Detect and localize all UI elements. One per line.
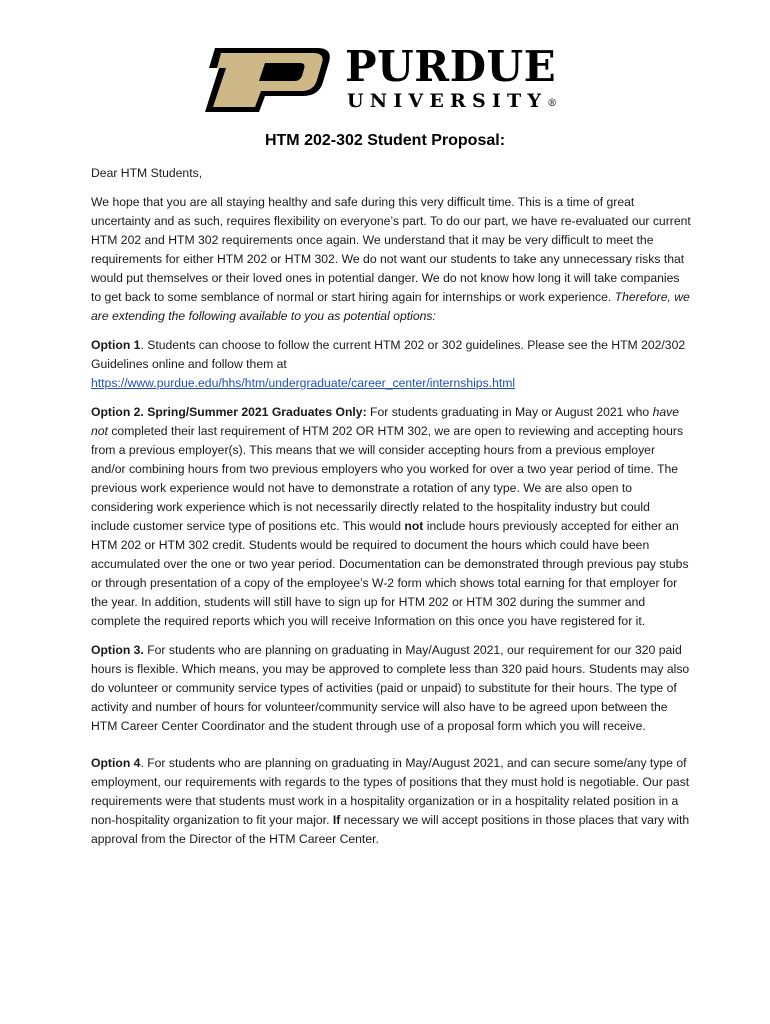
option-2-text-1: For students graduating in May or August 2021 who	[366, 405, 653, 419]
option-3-text: For students who are planning on graduating in May/August 2021, our requirement for our 320 paid hours is flexible. Which means, you may be approved to complete less than 320 paid hours. Students may also do volunteer or community service types of activities (paid or unpaid) to substitute for their hours. The type of activity and number of hours for volunteer/community service will also have to be agreed upon between the HTM Career Center Coordinator and the student through use of a proposal form which you will receive.	[91, 643, 690, 733]
option-4-text-2: necessary we will accept positions in those places that vary with approval from the Director of the HTM Career Center.	[91, 813, 690, 846]
option-1-label: Option 1	[91, 338, 141, 352]
option-4-bold-if: If	[332, 813, 341, 827]
purdue-logo	[205, 42, 575, 116]
option-2-italic: have not	[91, 405, 679, 438]
purdue-p-motion-mark-icon	[205, 48, 333, 112]
option-4-text-1: . For students who are planning on graduating in May/August 2021, and can secure some/any type of employment, our requirements with regards to the types of positions that they must hold is negotiable. Our past requirements were that students must work in a hospitality organization or in a hospitality related position in a non-hospitality organization to fit your major.	[91, 756, 690, 827]
option-1-text: . Students can choose to follow the current HTM 202 or 302 guidelines. Please see the HTM 202/302 Guidelines online and follow them at	[91, 338, 686, 371]
internships-guidelines-link[interactable]: https://www.purdue.edu/hhs/htm/undergraduate/career_center/internships.html	[91, 376, 516, 390]
option-2-paragraph	[91, 403, 691, 631]
intro-text: We hope that you are all staying healthy and safe during this very difficult time. This is a time of great uncertainty and as such, requires flexibility on everyone’s part. To do our part, we have re-evaluated our current HTM 202 and HTM 302 requirements once again. We understand that it may be very difficult to meet the requirements for either HTM 202 or HTM 302. We do not want our students to take any unnecessary risks that would put themselves or their loved ones in potential danger. We do not know how long it will take companies to get back to some semblance of normal or start hiring again for internships or work experience.	[91, 195, 691, 304]
registered-mark: ®	[547, 98, 558, 109]
option-2-bold-not: not	[404, 519, 424, 533]
intro-paragraph	[91, 193, 691, 326]
document-body	[91, 164, 691, 859]
option-1-paragraph	[91, 336, 691, 393]
option-4-label: Option 4	[91, 756, 141, 770]
option-2-text-3: include hours previously accepted for either an HTM 202 or HTM 302 credit. Students would be required to document the hours which could have been accumulated over the one or two year period. Documentation can be demonstrated through previous pay stubs or through presentation of a copy of the employee’s W-2 form which shows total earning for that employer for the year. In addition, students will still have to sign up for HTM 202 or HTM 302 during the summer and complete the required reports which you will receive Information on this once you have registered for it.	[91, 519, 689, 628]
logo-subword-text: UNIVERSITY	[347, 90, 548, 112]
option-2-label: Option 2. Spring/Summer 2021 Graduates Only:	[91, 405, 367, 419]
document-title: HTM 202-302 Student Proposal:	[264, 132, 506, 149]
option-3-label: Option 3.	[91, 643, 144, 657]
option-4-paragraph	[91, 754, 691, 849]
intro-emphasis: Therefore, we are extending the following available to you as potential options:	[91, 290, 690, 323]
p-mark-counter	[259, 63, 305, 81]
greeting: Dear HTM Students,	[91, 166, 203, 180]
logo-wordmark: PURDUE	[345, 42, 557, 91]
option-2-text-2: completed their last requirement of HTM 202 OR HTM 302, we are open to reviewing and accepting hours from a previous employer(s). This means that we will consider accepting hours from a previous employer and/or combining hours from two previous employers who you worked for over a two year period of time. The previous work experience would not have to demonstrate a rotation of any type. We are also open to considering work experience which is not necessarily directly related to the hospitality industry but could include customer service type of positions etc. This would	[91, 424, 684, 533]
logo-subword	[347, 92, 557, 111]
option-3-paragraph	[91, 641, 691, 736]
